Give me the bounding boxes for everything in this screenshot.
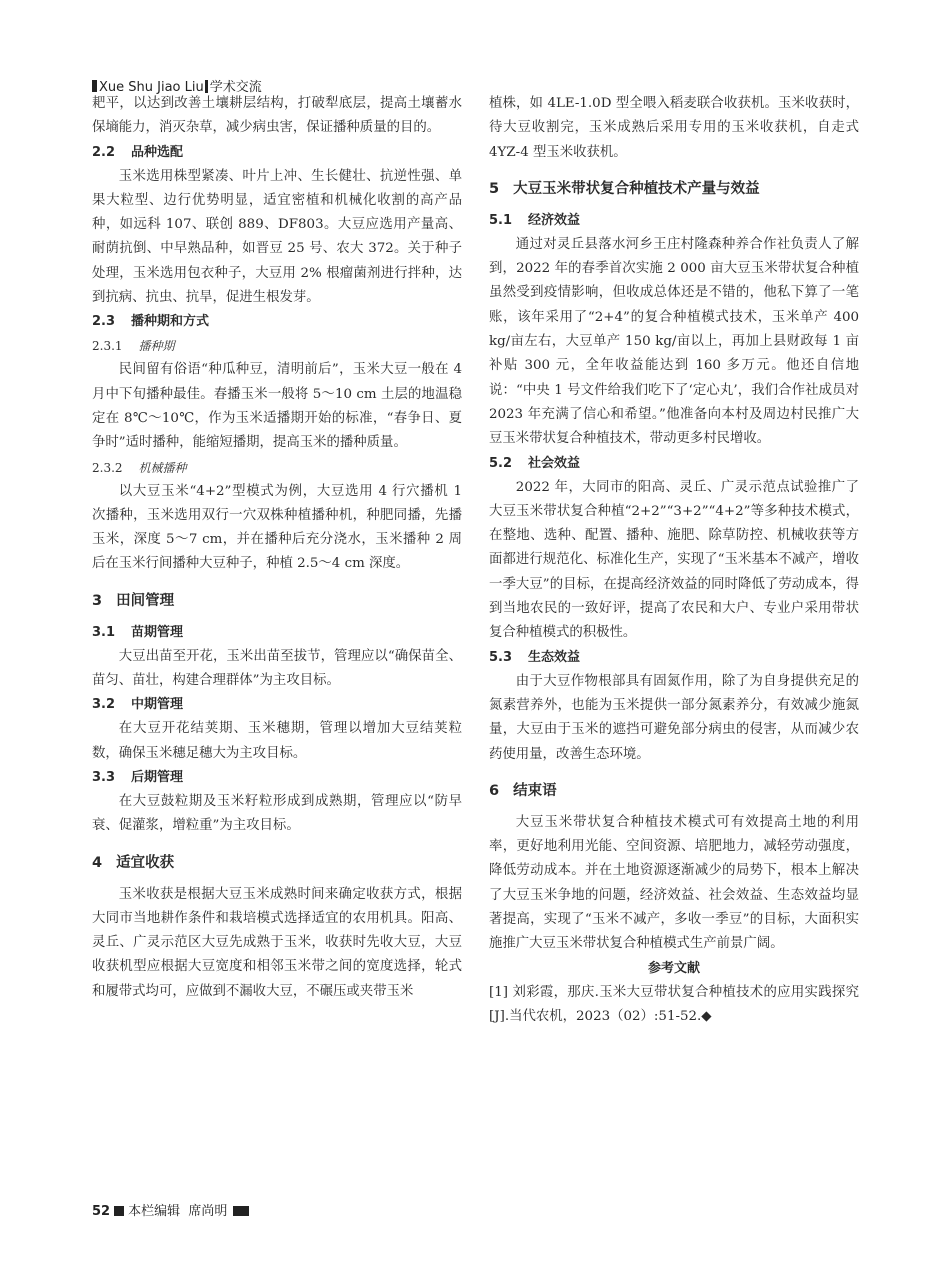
right-column	[489, 92, 859, 1029]
paragraph-2-3-2: 以大豆玉米“4+2”型模式为例，大豆选用 4 行穴播机 1 次播种，玉米选用双行一穴双株种植播种机，种肥同播，先播玉米，深度 5～7 cm，并在播种后充分浇水，玉米播种 2 周后在玉米行间播种大豆种子，种植 2.5～4 cm 深度。	[92, 483, 462, 572]
heading-5-1: 5.1 经济效益	[489, 212, 581, 228]
heading-2-3-2: 2.3.2 机械播种	[92, 460, 187, 475]
paragraph-3-1: 大豆出苗至开花，玉米出苗至拔节，管理应以“确保苗全、苗匀、苗壮，构建合理群体”为主攻目标。	[92, 648, 462, 689]
header-square-icon	[92, 80, 97, 92]
paragraph-intro-continued: 耙平，以达到改善土壤耕层结构，打破犁底层，提高土壤蓄水保墒能力，消灭杂草，减少病虫害，保证播种质量的目的。	[92, 96, 462, 136]
paragraph-5-1: 通过对灵丘县落水河乡王庄村隆森种养合作社负责人了解到，2022 年的春季首次实施 2 000 亩大豆玉米带状复合种植虽然受到疫情影响，但收成总体还是不错的，他私下算了一笔账，该年采用了“2+4”的复合种植模式技术，玉米单产 400 kg/亩左右，大豆单产 150 kg/亩以上，再加上县财政每 1 亩补贴 300 元，全年收益能达到 160 多万元。他还自信地说：“中央 1 号文件给我们吃下了‘定心丸’，我们合作社成员对 2023 年充满了信心和希望。”他准备向本村及周边村民推广大豆玉米带状复合种植技术，带动更多村民增收。	[489, 236, 859, 447]
heading-4: 4 适宜收获	[92, 854, 175, 871]
paragraph-6: 大豆玉米带状复合种植技术模式可有效提高土地的利用率，更好地利用光能、空间资源、培肥地力，减轻劳动强度，降低劳动成本。并在土地资源逐渐减少的局势下，根本上解决了大豆玉米争地的问题，经济效益、社会效益、生态效益均显著提高，实现了“玉米不减产，多收一季豆”的目标，大面积实施推广大豆玉米带状复合种植模式生产前景广阔。	[489, 814, 859, 952]
reference-1: [1] 刘彩霞，那庆.玉米大豆带状复合种植技术的应用实践探究[J].当代农机，2023（02）:51-52.◆	[489, 984, 859, 1024]
paragraph-2-2: 玉米选用株型紧凑、叶片上冲、生长健壮、抗逆性强、单果大粒型、边行优势明显，适宜密植和机械化收割的高产品种，如远科 107、联创 889、DF803。大豆应选用产量高、耐荫抗倒、中早熟品种，如晋豆 25 号、农大 372。关于种子处理，玉米选用包衣种子，大豆用 2% 根瘤菌剂进行拌种，达到抗病、抗虫、抗旱，促进生根发芽。	[92, 168, 462, 306]
heading-2-3-1: 2.3.1 播种期	[92, 339, 175, 354]
heading-5: 5 大豆玉米带状复合种植技术产量与效益	[489, 180, 760, 197]
footer-editor: 席尚明	[188, 1204, 228, 1219]
paragraph-4-continued: 植株，如 4LE-1.0D 型全喂入稻麦联合收获机。玉米收获时，待大豆收割完，玉米成熟后采用专用的玉米收获机，自走式 4YZ-4 型玉米收获机。	[489, 96, 859, 160]
heading-2-2: 2.2 品种选配	[92, 144, 184, 160]
footer-block-icon-end	[233, 1206, 249, 1216]
paragraph-4: 玉米收获是根据大豆玉米成熟时间来确定收获方式，根据大同市当地耕作条件和栽培模式选择适宜的农用机具。阳高、灵丘、广灵示范区大豆先成熟于玉米，收获时先收大豆，大豆收获机型应根据大豆宽度和相邻玉米带之间的宽度选择，轮式和履带式均可，应做到不漏收大豆，不碾压或夹带玉米	[92, 886, 462, 999]
heading-3: 3 田间管理	[92, 592, 175, 609]
page-number: 52	[92, 1204, 111, 1219]
heading-2-3: 2.3 播种期和方式	[92, 314, 210, 330]
heading-3-1: 3.1 苗期管理	[92, 624, 184, 640]
heading-3-3: 3.3 后期管理	[92, 769, 184, 785]
heading-5-2: 5.2 社会效益	[489, 455, 581, 471]
paragraph-5-3: 由于大豆作物根部具有固氮作用，除了为自身提供充足的氮素营养外，也能为玉米提供一部分氮素养分，有效减少施氮量，大豆由于玉米的遮挡可避免部分病虫的侵害，从而减少农药使用量，改善生态环境。	[489, 673, 859, 762]
heading-6: 6 结束语	[489, 782, 557, 799]
left-column	[92, 92, 462, 1004]
heading-3-2: 3.2 中期管理	[92, 697, 184, 713]
header-column-name: 学术交流	[209, 80, 262, 95]
header-pinyin: Xue Shu Jiao Liu	[99, 80, 204, 95]
paragraph-3-2: 在大豆开花结荚期、玉米穗期，管理以增加大豆结荚粒数，确保玉米穗足穗大为主攻目标。	[92, 721, 462, 761]
paragraph-3-3: 在大豆鼓粒期及玉米籽粒形成到成熟期，管理应以“防早衰、促灌浆，增粒重”为主攻目标。	[92, 793, 462, 834]
references-heading: 参考文献	[647, 960, 700, 976]
page-footer	[92, 1204, 249, 1220]
footer-label: 本栏编辑	[128, 1204, 181, 1219]
heading-5-3: 5.3 生态效益	[489, 649, 581, 665]
paragraph-5-2: 2022 年，大同市的阳高、灵丘、广灵示范点试验推广了大豆玉米带状复合种植“2+2”“3+2”“4+2”等多种技术模式，在整地、选种、配置、播种、施肥、除草防控、机械收获等方面都进行规范化、标准化生产，实现了“玉米基本不减产，增收一季大豆”的目标，在提高经济效益的同时降低了劳动成本，得到当地农民的一致好评，提高了农民和大户、专业户采用带状复合种植模式的积极性。	[489, 479, 859, 641]
paragraph-2-3-1: 民间留有俗语“种瓜种豆，清明前后”，玉米大豆一般在 4 月中下旬播种最佳。春播玉米一般将 5～10 cm 土层的地温稳定在 8℃～10℃，作为玉米适播期开始的标准，“春争日、夏争时”适时播种，能缩短播期，提高玉米的播种质量。	[92, 362, 462, 451]
footer-block-icon	[114, 1206, 124, 1216]
